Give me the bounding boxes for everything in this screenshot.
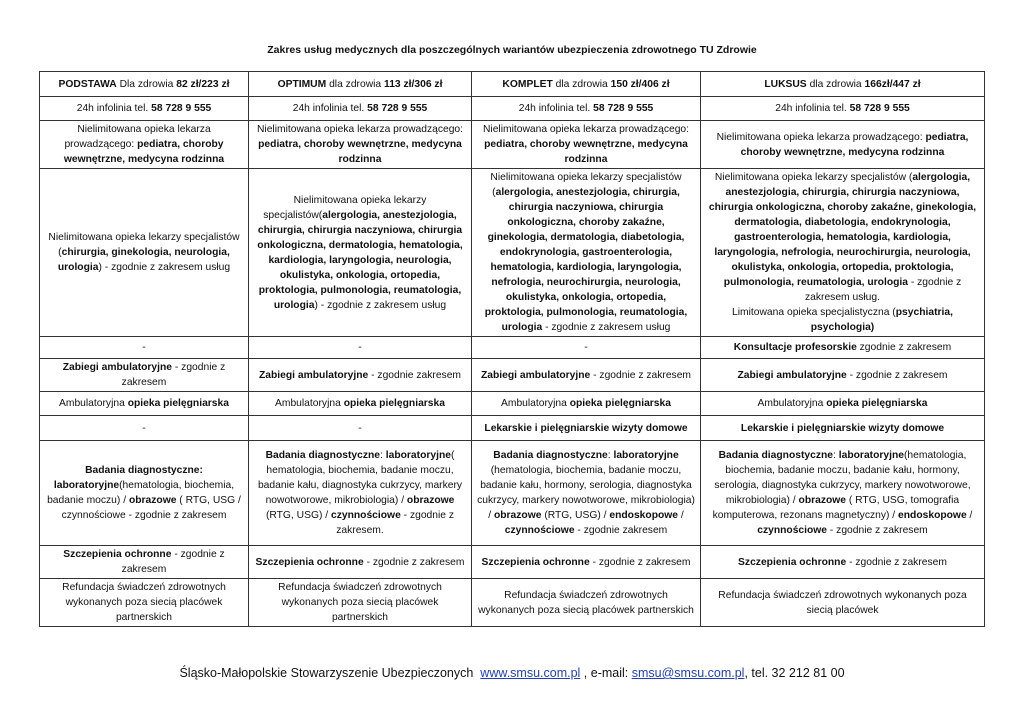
refund-cell: Refundacja świadczeń zdrowotnych wykonanych poza siecią placówek partnerskich — [249, 579, 472, 627]
footer: Śląsko-Małopolskie Stowarzyszenie Ubezpieczonych www.smsu.com.pl , e-mail: smsu@smsu.com.pl, tel. 32 212 81 00 — [179, 666, 845, 680]
vaccinations-cell: Szczepienia ochronne - zgodnie z zakresem — [701, 546, 985, 579]
home-visits-row — [40, 416, 985, 441]
specialists-cell: Nielimitowana opieka lekarzy specjalistów (alergologia, anestezjologia, chirurgia, chirurgia naczyniowa, chirurgia onkologiczna, choroby zakaźne, ginekologia, dermatologia, diabetologia, endokrynologia, gastroenterologia, hematologia, kardiologia, laryngologia, nefrologia, neurochirurgia, neurologia, okulistyka, onkologia, ortopedia, proktologia, pulmonologia, reumatologia, urologia - zgodnie z zakresem usług. Limitowana opieka specjalistyczna (psychiatria, psychologia) — [701, 169, 985, 337]
plan-header-podstawa: PODSTAWA Dla zdrowia 82 zł/223 zł — [40, 72, 249, 97]
gp-cell: Nielimitowana opieka lekarza prowadzącego: pediatra, choroby wewnętrzne, medycyna rodzinna — [701, 121, 985, 169]
nursing-cell: Ambulatoryjna opieka pielęgniarska — [472, 392, 701, 416]
diagnostics-cell: Badania diagnostyczne: laboratoryjne(hematologia, biochemia, badanie moczu) / obrazowe ( RTG, USG / czynnościowe - zgodnie z zakresem — [40, 441, 249, 546]
infoline-cell: 24h infolinia tel. 58 728 9 555 — [701, 97, 985, 121]
gp-cell: Nielimitowana opieka lekarza prowadzącego: pediatra, choroby wewnętrzne, medycyna rodzinna — [472, 121, 701, 169]
specialists-row — [40, 169, 985, 337]
vaccinations-cell: Szczepienia ochronne - zgodnie z zakresem — [249, 546, 472, 579]
gp-row — [40, 121, 985, 169]
procedures-row — [40, 359, 985, 392]
refund-row — [40, 579, 985, 627]
document-title: Zakres usług medycznych dla poszczególnych wariantów ubezpieczenia zdrowotnego TU Zdrowie — [267, 44, 757, 56]
nursing-cell: Ambulatoryjna opieka pielęgniarska — [40, 392, 249, 416]
home-visits-cell: - — [249, 416, 472, 441]
consultations-cell: - — [249, 337, 472, 359]
gp-cell: Nielimitowana opieka lekarza prowadzącego: pediatra, choroby wewnętrzne, medycyna rodzinna — [40, 121, 249, 169]
plan-header-luksus: LUKSUS dla zdrowia 166zł/447 zł — [701, 72, 985, 97]
home-visits-cell: Lekarskie i pielęgniarskie wizyty domowe — [472, 416, 701, 441]
vaccinations-cell: Szczepienia ochronne - zgodnie z zakresem — [472, 546, 701, 579]
diagnostics-cell: Badania diagnostyczne: laboratoryjne (hematologia, biochemia, badanie moczu, badanie kału, hormony, serologia, diagnostyka cukrzycy, markery nowotworowe, mikrobiologia) / obrazowe (RTG, USG) / endoskopowe / czynnościowe - zgodnie zakresem — [472, 441, 701, 546]
consultations-cell: - — [40, 337, 249, 359]
plan-header-optimum: OPTIMUM dla zdrowia 113 zł/306 zł — [249, 72, 472, 97]
nursing-cell: Ambulatoryjna opieka pielęgniarska — [701, 392, 985, 416]
infoline-cell: 24h infolinia tel. 58 728 9 555 — [472, 97, 701, 121]
consultations-cell: - — [472, 337, 701, 359]
plan-header-komplet: KOMPLET dla zdrowia 150 zł/406 zł — [472, 72, 701, 97]
refund-cell: Refundacja świadczeń zdrowotnych wykonanych poza siecią placówek partnerskich — [40, 579, 249, 627]
procedures-cell: Zabiegi ambulatoryjne - zgodnie z zakresem — [472, 359, 701, 392]
diagnostics-cell: Badania diagnostyczne: laboratoryjne(hematologia, biochemia, badanie moczu, badanie kału, hormony, serologia, diagnostyka cukrzycy, markery nowotworowe, mikrobiologia) / obrazowe ( RTG, USG, tomografia komputerowa, rezonans magnetyczny) / endoskopowe / czynnościowe - zgodnie z zakresem — [701, 441, 985, 546]
gp-cell: Nielimitowana opieka lekarza prowadzącego: pediatra, choroby wewnętrzne, medycyna rodzinna — [249, 121, 472, 169]
refund-cell: Refundacja świadczeń zdrowotnych wykonanych poza siecią placówek — [701, 579, 985, 627]
nursing-cell: Ambulatoryjna opieka pielęgniarska — [249, 392, 472, 416]
infoline-cell: 24h infolinia tel. 58 728 9 555 — [40, 97, 249, 121]
procedures-cell: Zabiegi ambulatoryjne - zgodnie zakresem — [249, 359, 472, 392]
footer-org: Śląsko-Małopolskie Stowarzyszenie Ubezpieczonych — [179, 666, 474, 680]
home-visits-cell: - — [40, 416, 249, 441]
consultations-cell: Konsultacje profesorskie zgodnie z zakresem — [701, 337, 985, 359]
website-link[interactable]: www.smsu.com.pl — [480, 666, 581, 680]
infoline-row — [40, 97, 985, 121]
specialists-cell: Nielimitowana opieka lekarzy specjalistów (chirurgia, ginekologia, neurologia, urologia) - zgodnie z zakresem usług — [40, 169, 249, 337]
diagnostics-row — [40, 441, 985, 546]
home-visits-cell: Lekarskie i pielęgniarskie wizyty domowe — [701, 416, 985, 441]
coverage-table — [39, 71, 985, 627]
nursing-row — [40, 392, 985, 416]
consultations-row — [40, 337, 985, 359]
specialists-cell: Nielimitowana opieka lekarzy specjalistów(alergologia, anestezjologia, chirurgia, chirurgia naczyniowa, chirurgia onkologiczna, dermatologia, hematologia, kardiologia, laryngologia, neurologia, okulistyka, onkologia, ortopedia, proktologia, pulmonologia, reumatologia, urologia) - zgodnie z zakresem usług — [249, 169, 472, 337]
email-link[interactable]: smsu@smsu.com.pl — [631, 666, 745, 680]
vaccinations-row — [40, 546, 985, 579]
procedures-cell: Zabiegi ambulatoryjne - zgodnie z zakresem — [701, 359, 985, 392]
diagnostics-cell: Badania diagnostyczne: laboratoryjne( hematologia, biochemia, badanie moczu, badanie kału, diagnostyka cukrzycy, markery nowotworowe, mikrobiologia) / obrazowe (RTG, USG) / czynnościowe - zgodnie z zakresem. — [249, 441, 472, 546]
specialists-cell: Nielimitowana opieka lekarzy specjalistów (alergologia, anestezjologia, chirurgia, chirurgia naczyniowa, chirurgia onkologiczna, choroby zakaźne, ginekologia, dermatologia, diabetologia, endokrynologia, gastroenterologia, hematologia, kardiologia, laryngologia, nefrologia, neurochirurgia, neurologia, okulistyka, onkologia, ortopedia, proktologia, pulmonologia, reumatologia, urologia - zgodnie z zakresem usług — [472, 169, 701, 337]
procedures-cell: Zabiegi ambulatoryjne - zgodnie z zakresem — [40, 359, 249, 392]
infoline-cell: 24h infolinia tel. 58 728 9 555 — [249, 97, 472, 121]
plan-header-row — [40, 72, 985, 97]
vaccinations-cell: Szczepienia ochronne - zgodnie z zakresem — [40, 546, 249, 579]
refund-cell: Refundacja świadczeń zdrowotnych wykonanych poza siecią placówek partnerskich — [472, 579, 701, 627]
